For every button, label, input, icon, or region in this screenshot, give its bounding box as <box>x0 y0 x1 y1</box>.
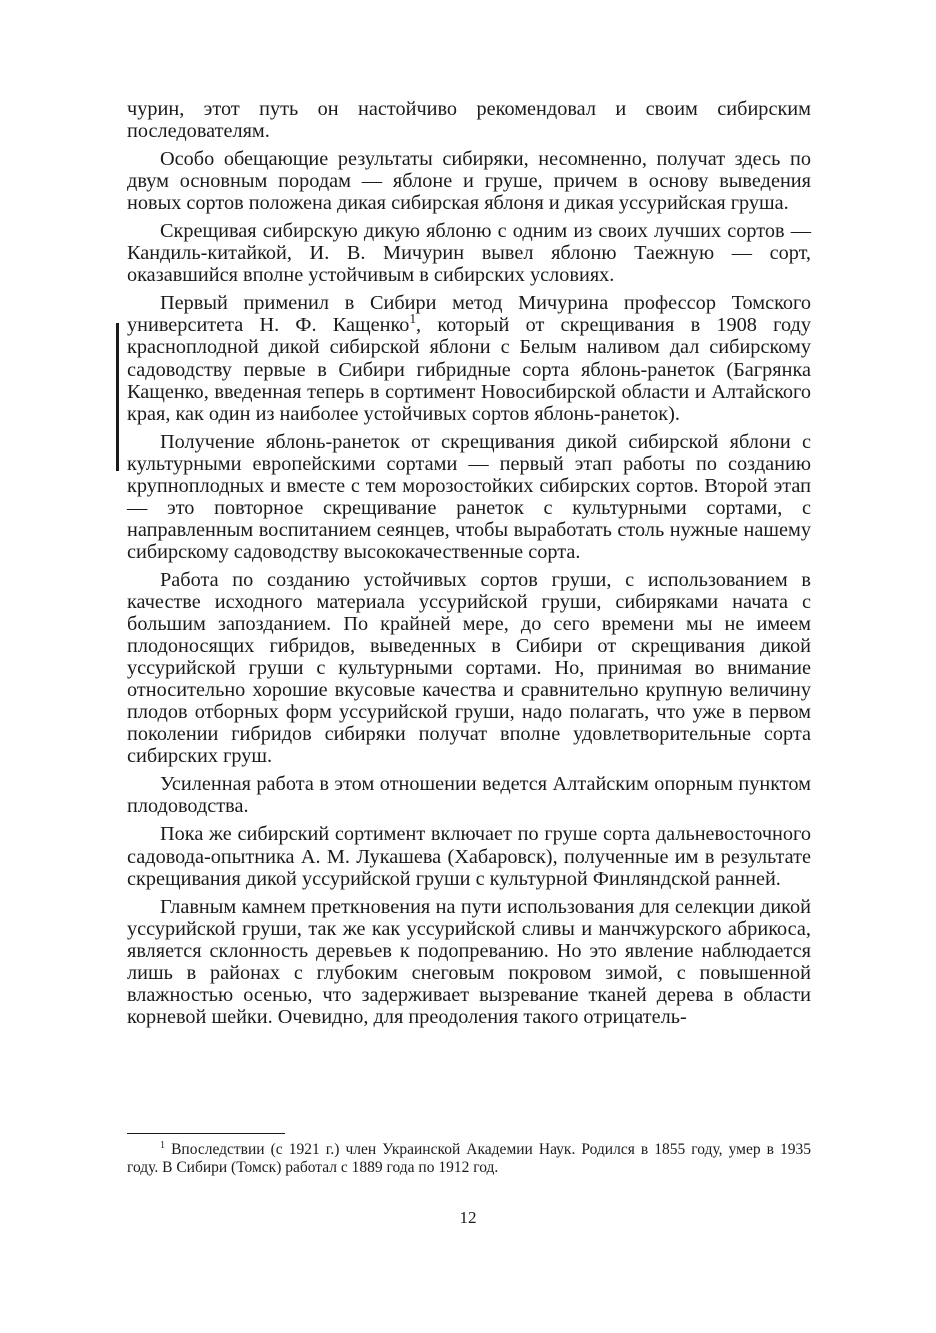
footnote <box>127 1141 811 1177</box>
paragraph-text: Первый применил в Сибири метод Мичурина профессор Томского университета Н. Ф. Кащенко <box>127 292 811 337</box>
paragraph: Усиленная работа в этом отношении ведется Алтайским опорным пунктом плодоводства. <box>127 773 811 818</box>
paragraph: Получение яблонь-ранеток от скрещивания дикой сибирской яблони с культурными европейскими сортами — первый этап работы по созданию крупноплодных и вместе с тем морозостойких сибирских сортов. Второй этап — это повторное скрещивание ранеток с культурными сортами, с направленным воспитанием сеянцев, чтобы выработать столь нужные нашему сибирскому садоводству высококачественные сорта. <box>127 430 811 563</box>
paragraph-kashchenko <box>127 292 811 424</box>
paragraph-text: , который от скрещивания в 1908 году краснoплодной дикой сибирской яблони с Белым наливом дал сибирскому садоводству первые в Сибири гибридные сорта яблонь-ранеток (Багрянка Кащенко, введенная теперь в сортимент Новосибирской области и Алтайского края, как один из наиболее устойчивых сортов яблонь-ранеток). <box>127 314 811 425</box>
footnote-reference: 1 <box>409 311 417 327</box>
paragraph: Главным камнем преткновения на пути использования для селекции дикой уссурийской груши, так же как уссурийской сливы и манчжурского абрикоса, является склонность деревьев к подопреванию. Но это явление наблюдается лишь в районах с глубоким снеговым покровом зимой, с повышенной влажностью осенью, что задерживает вызревание тканей дерева в области корневой шейки. Очевидно, для преодоления такого отрицатель- <box>127 895 811 1028</box>
paragraph: Особо обещающие результаты сибиряки, несомненно, получат здесь по двум основным породам — яблоне и груше, причем в основу выведения новых сортов положена дикая сибирская яблоня и дикая уссурийская груша. <box>127 148 811 215</box>
footnote-mark: 1 <box>160 1139 166 1151</box>
paragraph-continued: чурин, этот путь он настойчиво рекомендовал и своим сибирским последователям. <box>127 98 811 143</box>
footnote-text: Впоследствии (с 1921 г.) член Украинской Академии Наук. Родился в 1855 году, умер в 1935 году. В Сибири (Томск) работал с 1889 года по 1912 год. <box>127 1141 811 1176</box>
body-text <box>127 98 811 1028</box>
margin-annotation-bar <box>116 323 119 471</box>
paragraph: Скрещивая сибирскую дикую яблоню с одним из своих лучших сортов — Кандиль-китайкой, И. В. Мичурин вывел яблоню Таежную — сорт, оказавшийся вполне устойчивым в сибирских условиях. <box>127 220 811 287</box>
paragraph: Работа по созданию устойчивых сортов груши, с использованием в качестве исходного материала уссурийской груши, сибиряками начата с большим запозданием. По крайней мере, до сего времени мы не имеем плодоносящих гибридов, выведенных в Сибири от скрещивания дикой уссурийской груши с культурными сортами. Но, принимая во внимание относительно хорошие вкусовые качества и сравнительно крупную величину плодов отборных форм уссурийской груши, надо полагать, что уже в первом поколении гибридов сибиряки получат вполне удовлетворительные сорта сибирских груш. <box>127 568 811 768</box>
paragraph: Пока же сибирский сортимент включает по груше сорта дальневосточного садовода-опытника А. М. Лукашева (Хабаровск), полученные им в результате скрещивания дикой уссурийской груши с культурной Финляндской ранней. <box>127 823 811 890</box>
page-number: 12 <box>459 1208 477 1227</box>
footnote-separator <box>127 1133 285 1134</box>
